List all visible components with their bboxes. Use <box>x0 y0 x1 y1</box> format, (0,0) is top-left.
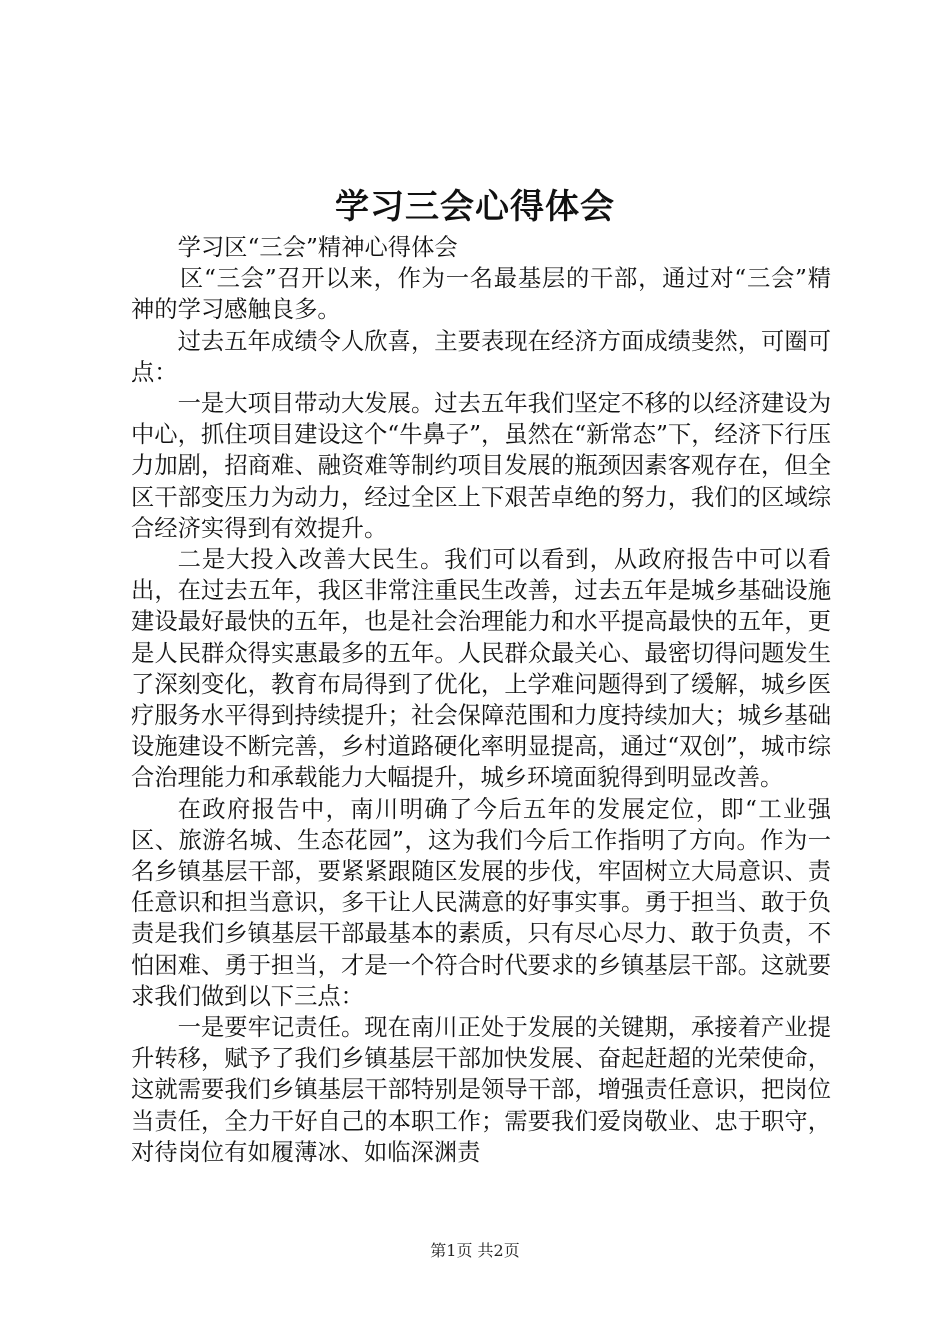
document-title: 学习三会心得体会 <box>335 187 615 227</box>
page-footer: 第1页 共2页 <box>430 1241 520 1260</box>
paragraph-point-two: 二是大投入改善大民生。我们可以看到，从政府报告中可以看出，在过去五年，我区非常注重民生改善，过去五年是城乡基础设施建设最好最快的五年，也是社会治理能力和水平提高最快的五年，更是人民群众得实惠最多的五年。人民群众最关心、最密切得问题发生了深刻变化，教育布局得到了优化，上学难问题得到了缓解，城乡医疗服务水平得到持续提升；社会保障范围和力度持续加大；城乡基础设施建设不断完善，乡村道路硬化率明显提高，通过“双创”，城市综合治理能力和承载能力大幅提升，城乡环境面貌得到明显改善。 <box>131 546 831 792</box>
document-body <box>131 232 831 1168</box>
paragraph-subtitle: 学习区“三会”精神心得体会 <box>177 234 458 261</box>
paragraph-intro: 区“三会”召开以来，作为一名最基层的干部，通过对“三会”精神的学习感触良多。 <box>131 265 831 324</box>
paragraph-achievements: 过去五年成绩令人欣喜，主要表现在经济方面成绩斐然，可圈可点： <box>131 327 831 386</box>
paragraph-positioning: 在政府报告中，南川明确了今后五年的发展定位，即“工业强区、旅游名城、生态花园”，这为我们今后工作指明了方向。作为一名乡镇基层干部，要紧紧跟随区发展的步伐，牢固树立大局意识、责任意识和担当意识，多干让人民满意的好事实事。勇于担当、敢于负责是我们乡镇基层干部最基本的素质，只有尽心尽力、敢于负责，不怕困难、勇于担当，才是一个符合时代要求的乡镇基层干部。这就要求我们做到以下三点： <box>131 795 831 1010</box>
paragraph-point-one: 一是大项目带动大发展。过去五年我们坚定不移的以经济建设为中心，抓住项目建设这个“牛鼻子”，虽然在“新常态”下，经济下行压力加剧，招商难、融资难等制约项目发展的瓶颈因素客观存在，但全区干部变压力为动力，经过全区上下艰苦卓绝的努力，我们的区域综合经济实得到有效提升。 <box>131 390 831 542</box>
paragraph-responsibility: 一是要牢记责任。现在南川正处于发展的关键期，承接着产业提升转移，赋予了我们乡镇基层干部加快发展、奋起赶超的光荣使命，这就需要我们乡镇基层干部特别是领导干部，增强责任意识，把岗位当责任，全力干好自己的本职工作；需要我们爱岗敬业、忠于职守，对待岗位有如履薄冰、如临深渊责 <box>131 1014 831 1166</box>
